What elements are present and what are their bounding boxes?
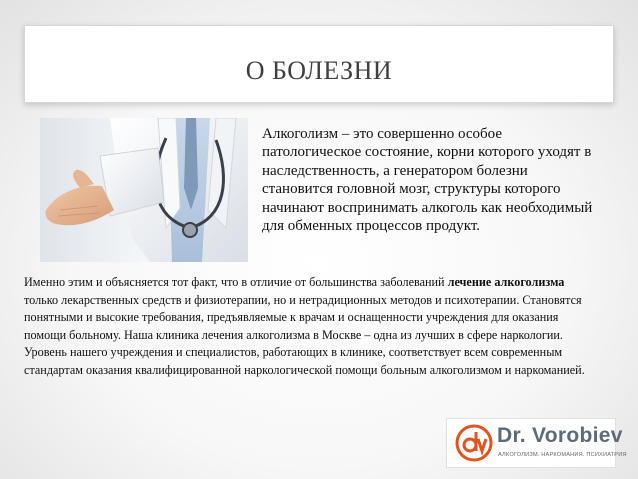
logo-name: Dr. Vorobiev xyxy=(497,424,623,447)
body-text-part-2: только лекарственных средств и физиотерапии, но и нетрадиционных методов и психотерапии. Становятся понятными и высокие требования, предъявляемые к врачам и оснащенности учреждения для оказания помощи больному. Наша клиника лечения алкоголизма в Москве – одна из лучших в сфере наркологии. Уровень нашего учреждения и специалистов, работающих в клинике, соответствует всем современным стандартам оказания квалифицированной наркологической помощи больным алкоголизмом и наркоманией. xyxy=(24,292,585,377)
logo-tagline: АЛКОГОЛИЗМ. НАРКОМАНИЯ. ПСИХИАТРИЯ xyxy=(498,452,627,458)
intro-paragraph: Алкоголизм – это совершенно особое патологическое состояние, корни которого уходят в наследственность, а генератором болезни становится головной мозг, структуры которого начинают воспринимать алкоголь как необходимый для обменных процессов продукт. xyxy=(262,126,593,235)
body-paragraph xyxy=(24,274,596,380)
doctor-extending-hand-photo xyxy=(40,118,248,262)
slide-title: О БОЛЕЗНИ xyxy=(245,56,393,85)
dv-monogram-icon xyxy=(455,424,493,462)
title-box xyxy=(24,25,614,103)
doctor-photo xyxy=(40,118,248,262)
clinic-logo xyxy=(446,418,627,468)
body-text-part-1: Именно этим и объясняется тот факт, что в отличие от большинства заболеваний xyxy=(24,275,448,289)
body-text-bold: лечение алкоголизма xyxy=(447,275,565,289)
